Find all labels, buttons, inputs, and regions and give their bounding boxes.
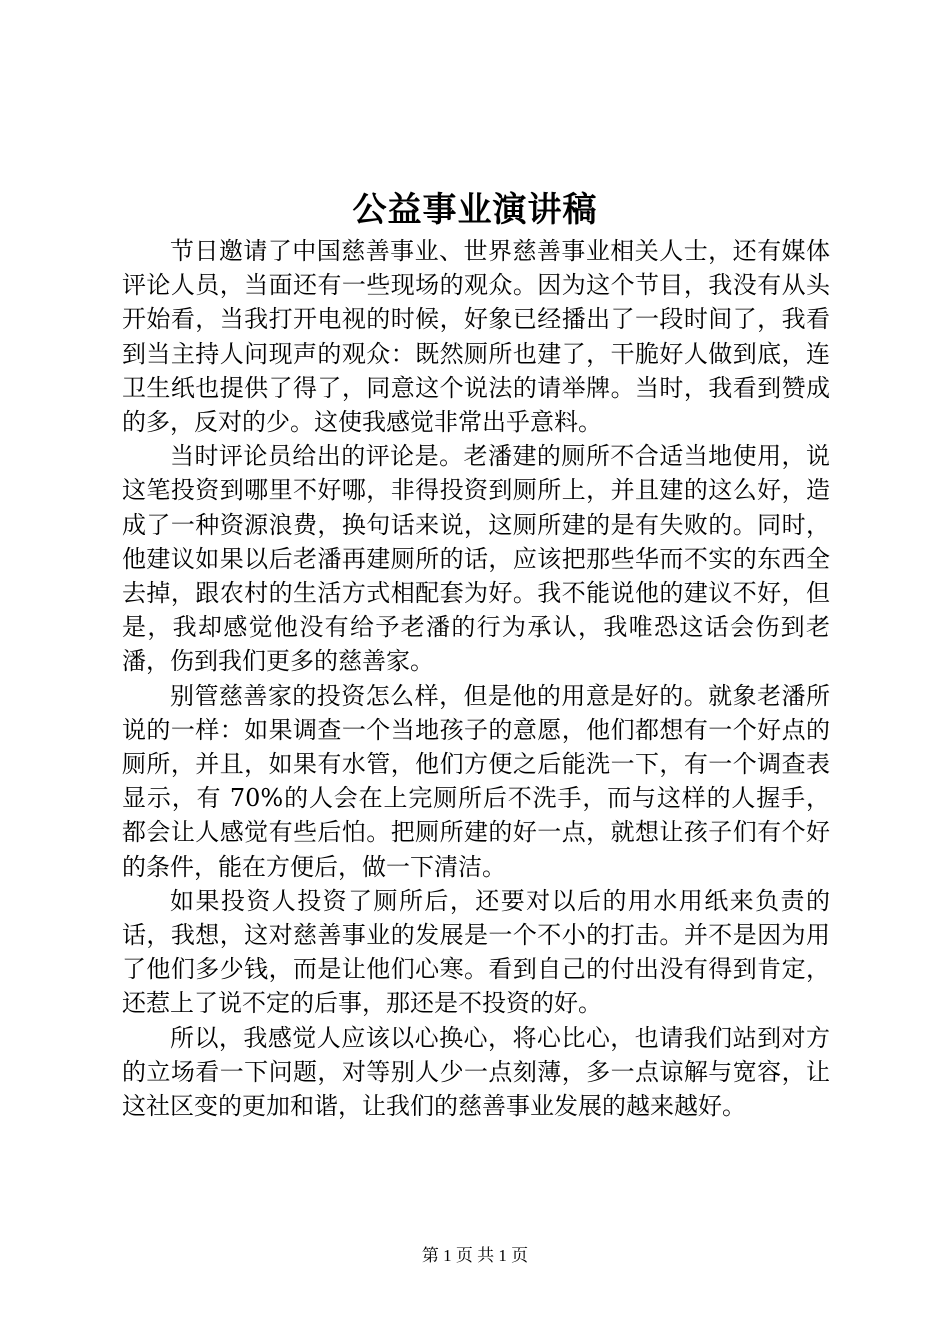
document-body [122, 234, 830, 1123]
page-number-footer: 第 1 页 共 1 页 [421, 1246, 529, 1265]
paragraph: 当时评论员给出的评论是。老潘建的厕所不合适当地使用，说这笔投资到哪里不好哪，非得投资到厕所上，并且建的这么好，造成了一种资源浪费，换句话来说，这厕所建的是有失败的。同时，他建议如果以后老潘再建厕所的话，应该把那些华而不实的东西全去掉，跟农村的生活方式相配套为好。我不能说他的建议不好，但是，我却感觉他没有给予老潘的行为承认，我唯恐这话会伤到老潘，伤到我们更多的慈善家。 [122, 442, 830, 676]
paragraph: 所以，我感觉人应该以心换心，将心比心，也请我们站到对方的立场看一下问题，对等别人少一点刻薄，多一点谅解与宽容，让这社区变的更加和谐，让我们的慈善事业发展的越来越好。 [122, 1023, 830, 1121]
paragraph: 别管慈善家的投资怎么样，但是他的用意是好的。就象老潘所说的一样：如果调查一个当地孩子的意愿，他们都想有一个好点的厕所，并且，如果有水管，他们方便之后能洗一下，有一个调查表显示，有 70%的人会在上完厕所后不洗手，而与这样的人握手，都会让人感觉有些后怕。把厕所建的好一点，就想让孩子们有个好的条件，能在方便后，做一下清洁。 [122, 681, 830, 881]
document-title: 公益事业演讲稿 [352, 190, 598, 230]
paragraph: 如果投资人投资了厕所后，还要对以后的用水用纸来负责的话，我想，这对慈善事业的发展是一个不小的打击。并不是因为用了他们多少钱，而是让他们心寒。看到自己的付出没有得到肯定，还惹上了说不定的后事，那还是不投资的好。 [122, 886, 830, 1018]
paragraph: 节日邀请了中国慈善事业、世界慈善事业相关人士，还有媒体评论人员，当面还有一些现场的观众。因为这个节目，我没有从头开始看，当我打开电视的时候，好象已经播出了一段时间了，我看到当主持人问现声的观众：既然厕所也建了，干脆好人做到底，连卫生纸也提供了得了，同意这个说法的请举牌。当时，我看到赞成的多，反对的少。这使我感觉非常出乎意料。 [122, 237, 830, 437]
